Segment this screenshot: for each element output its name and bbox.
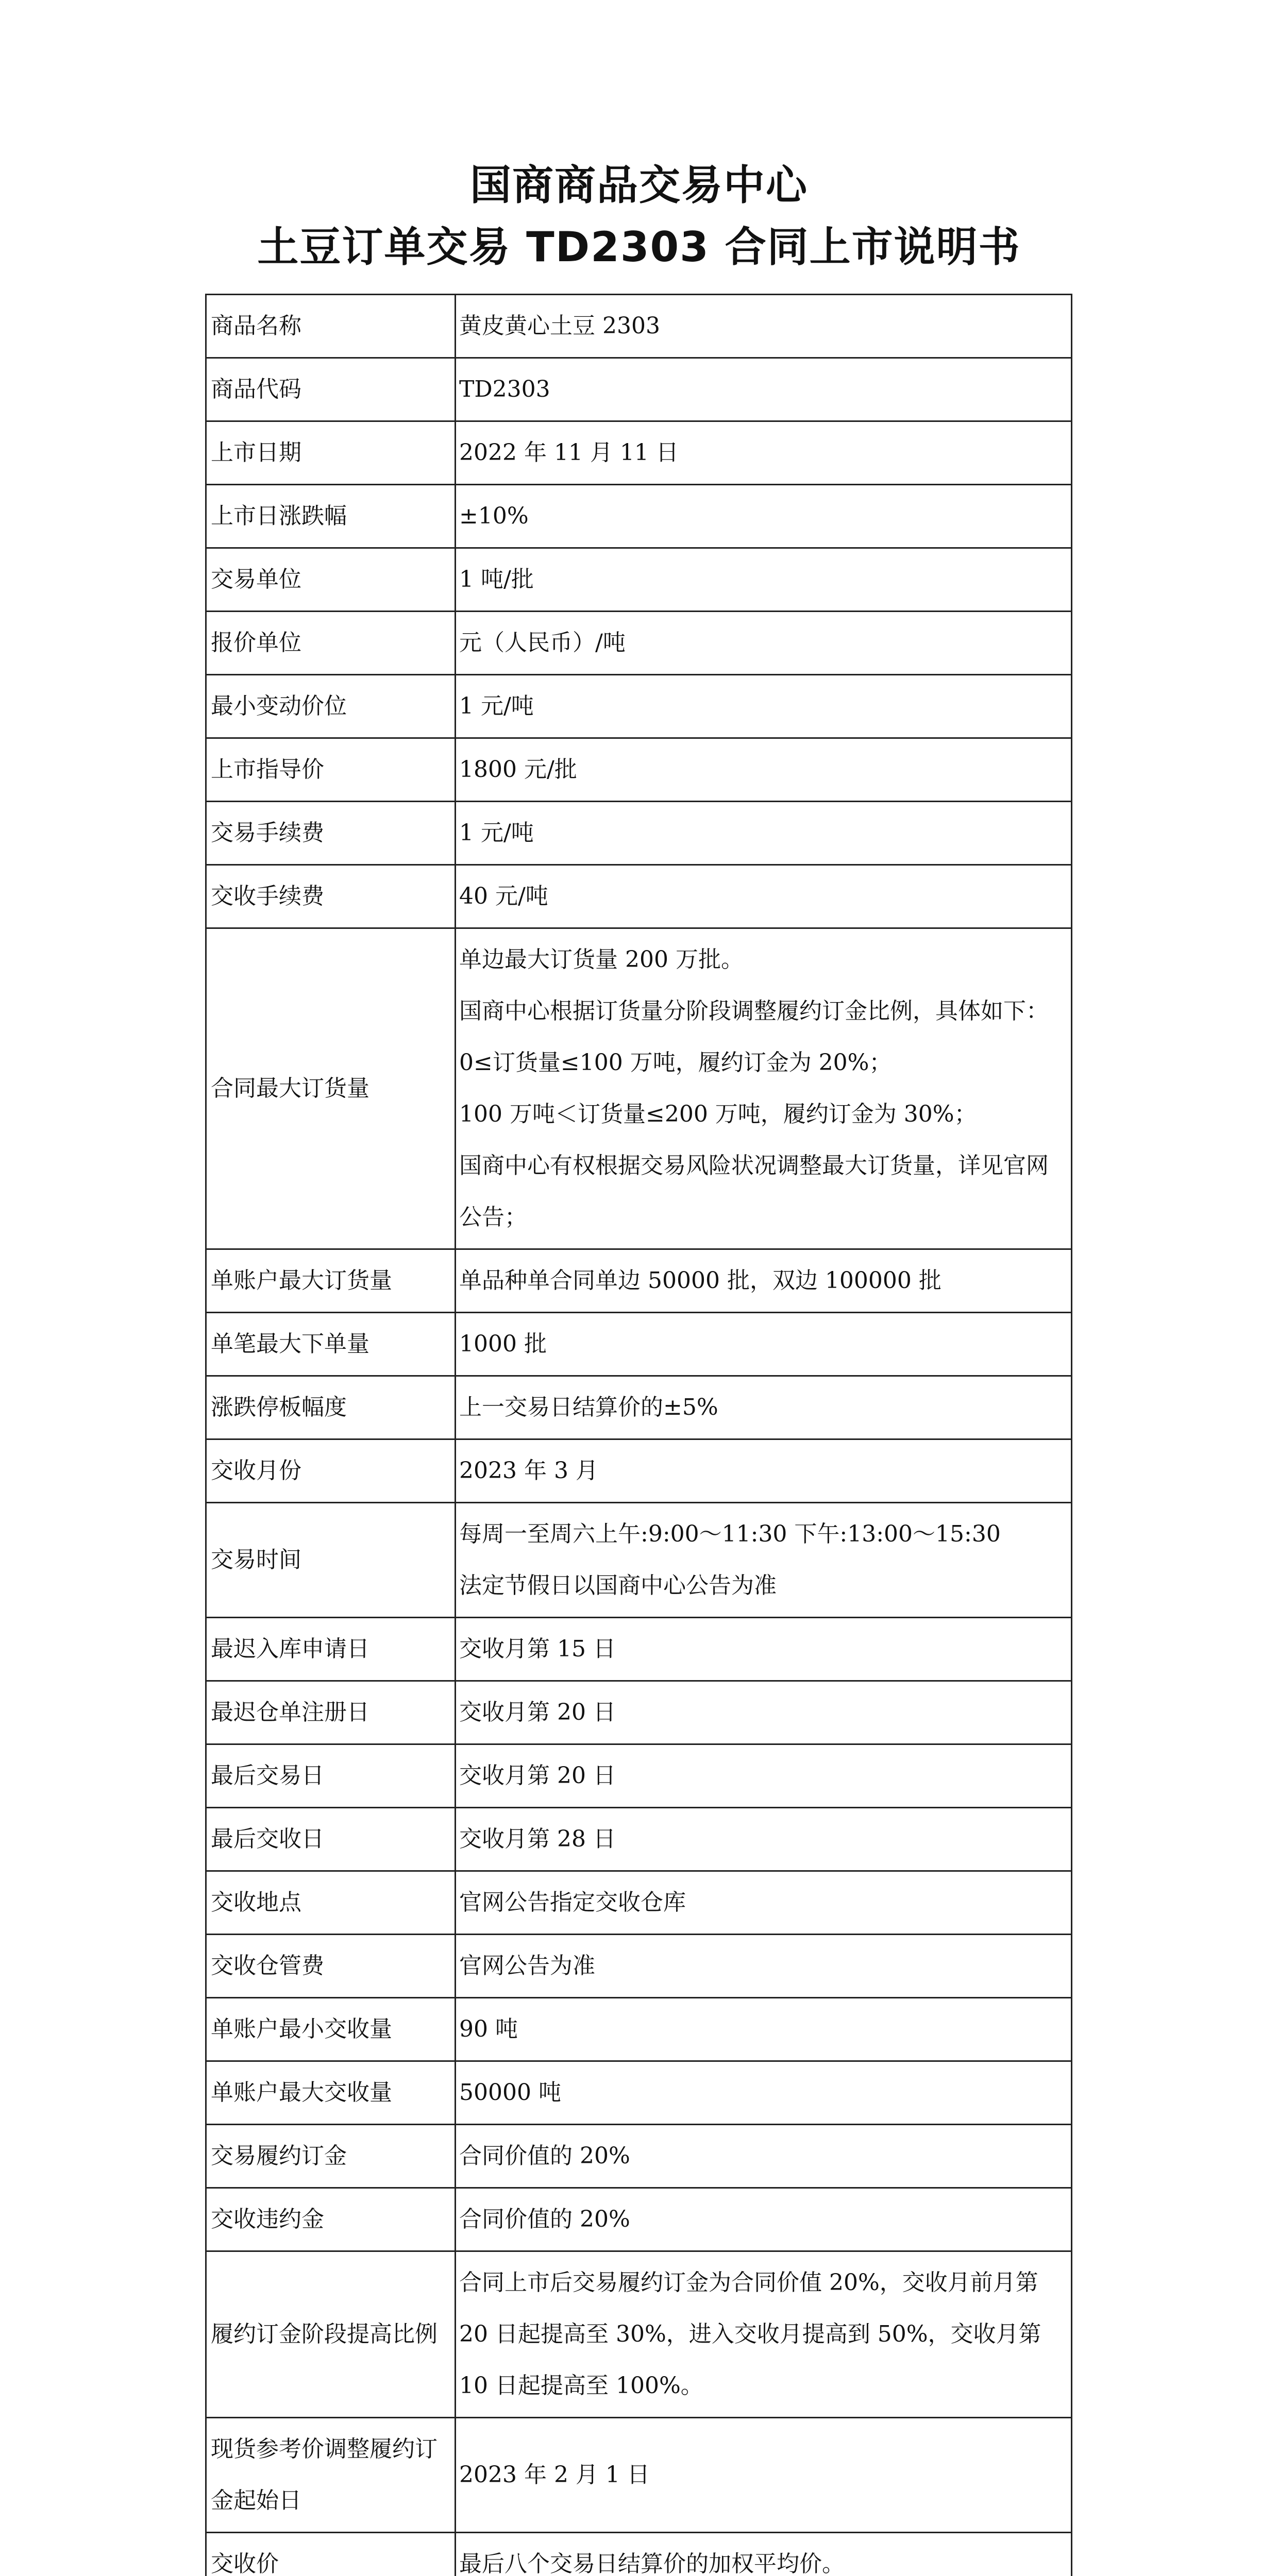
row-value-line: 1 元/吨 xyxy=(459,820,534,846)
table-row xyxy=(206,1618,1072,1681)
row-label: 商品名称 xyxy=(206,295,456,358)
row-value-line: 90 吨 xyxy=(459,2016,518,2042)
row-value xyxy=(456,2125,1072,2188)
row-label: 交易手续费 xyxy=(206,802,456,865)
row-value-line: 法定节假日以国商中心公告为准 xyxy=(459,1572,777,1599)
row-value xyxy=(456,2188,1072,2251)
table-row xyxy=(206,2533,1072,2576)
row-value xyxy=(456,928,1072,1249)
table-row xyxy=(206,1503,1072,1618)
row-label: 上市日涨跌幅 xyxy=(206,485,456,548)
row-value-line: 1800 元/批 xyxy=(459,756,577,783)
table-row xyxy=(206,738,1072,802)
table-row xyxy=(206,1808,1072,1871)
row-value-line: 1000 批 xyxy=(459,1331,547,1357)
table-row xyxy=(206,1439,1072,1503)
row-value-line: 40 元/吨 xyxy=(459,883,548,909)
row-value-line: 0≤订货量≤100 万吨，履约订金为 20%； xyxy=(459,1049,892,1076)
row-value xyxy=(456,1313,1072,1376)
row-label: 履约订金阶段提高比例 xyxy=(206,2251,456,2418)
row-label: 报价单位 xyxy=(206,612,456,675)
row-label: 最迟仓单注册日 xyxy=(206,1681,456,1744)
title-line-2: 土豆订单交易 TD2303 合同上市说明书 xyxy=(257,223,1021,271)
table-row xyxy=(206,928,1072,1249)
row-value xyxy=(456,358,1072,421)
row-value-line: 2023 年 2 月 1 日 xyxy=(459,2462,650,2488)
row-label: 交收地点 xyxy=(206,1871,456,1935)
row-value-line: 元（人民币）/吨 xyxy=(459,630,626,656)
table-row xyxy=(206,2125,1072,2188)
row-value-line: 合同价值的 20% xyxy=(459,2206,630,2232)
table-row xyxy=(206,802,1072,865)
row-value-line: 1 吨/批 xyxy=(459,566,534,592)
row-value-line: 交收月第 28 日 xyxy=(459,1826,616,1852)
row-label: 交收仓管费 xyxy=(206,1935,456,1998)
row-value xyxy=(456,1618,1072,1681)
row-value-line: TD2303 xyxy=(459,376,550,402)
row-value-line: 交收月第 15 日 xyxy=(459,1636,616,1662)
row-value xyxy=(456,1871,1072,1935)
table-row xyxy=(206,2188,1072,2251)
row-value xyxy=(456,2251,1072,2418)
table-row xyxy=(206,1744,1072,1808)
row-label: 上市日期 xyxy=(206,421,456,485)
row-value-line: ±10% xyxy=(459,503,529,529)
table-row xyxy=(206,358,1072,421)
row-label: 商品代码 xyxy=(206,358,456,421)
row-label: 交收月份 xyxy=(206,1439,456,1503)
row-value-line: 官网公告为准 xyxy=(459,1953,595,1979)
row-label: 交收手续费 xyxy=(206,865,456,928)
row-value xyxy=(456,1503,1072,1618)
row-label: 最小变动价位 xyxy=(206,675,456,738)
row-label: 单账户最小交收量 xyxy=(206,1998,456,2061)
document-title xyxy=(0,155,1278,278)
row-value-line: 1 元/吨 xyxy=(459,693,534,719)
table-row xyxy=(206,2418,1072,2533)
row-label: 合同最大订货量 xyxy=(206,928,456,1249)
row-value xyxy=(456,2061,1072,2125)
row-label: 单账户最大订货量 xyxy=(206,1249,456,1313)
row-value-line: 每周一至周六上午:9:00～11:30 下午:13:00～15:30 xyxy=(459,1521,1001,1547)
row-value xyxy=(456,1249,1072,1313)
table-row xyxy=(206,865,1072,928)
row-value-line: 官网公告指定交收仓库 xyxy=(459,1889,686,1916)
row-label: 最迟入库申请日 xyxy=(206,1618,456,1681)
table-row xyxy=(206,612,1072,675)
row-label: 交易履约订金 xyxy=(206,2125,456,2188)
table-row xyxy=(206,548,1072,612)
row-value-line: 合同上市后交易履约订金为合同价值 20%，交收月前月第 20 日起提高至 30%，进入交收月提高到 50%，交收月第 10 日起提高至 100%。 xyxy=(459,2269,1041,2399)
title-line-1: 国商商品交易中心 xyxy=(470,161,808,209)
row-value xyxy=(456,1808,1072,1871)
row-value-line: 上一交易日结算价的±5% xyxy=(459,1394,718,1420)
contract-spec-table xyxy=(205,294,1072,2576)
table-row xyxy=(206,1935,1072,1998)
row-value-line: 国商中心有权根据交易风险状况调整最大订货量，详见官网公告； xyxy=(459,1153,1049,1230)
row-label: 交易时间 xyxy=(206,1503,456,1618)
row-label: 交易单位 xyxy=(206,548,456,612)
row-value xyxy=(456,612,1072,675)
row-value xyxy=(456,802,1072,865)
row-value-line: 2022 年 11 月 11 日 xyxy=(459,439,679,466)
row-value-line: 单品种单合同单边 50000 批，双边 100000 批 xyxy=(459,1267,941,1294)
row-value-line: 交收月第 20 日 xyxy=(459,1762,616,1789)
row-value xyxy=(456,548,1072,612)
row-label: 最后交易日 xyxy=(206,1744,456,1808)
row-label: 交收违约金 xyxy=(206,2188,456,2251)
row-label: 涨跌停板幅度 xyxy=(206,1376,456,1439)
table-row xyxy=(206,1681,1072,1744)
row-label: 单账户最大交收量 xyxy=(206,2061,456,2125)
row-label: 最后交收日 xyxy=(206,1808,456,1871)
table-row xyxy=(206,295,1072,358)
row-value xyxy=(456,1744,1072,1808)
row-value xyxy=(456,738,1072,802)
table-row xyxy=(206,1998,1072,2061)
row-value-line: 最后八个交易日结算价的加权平均价。 xyxy=(459,2551,845,2576)
row-value-line: 黄皮黄心土豆 2303 xyxy=(459,313,660,339)
table-row xyxy=(206,1249,1072,1313)
row-label: 现货参考价调整履约订金起始日 xyxy=(206,2418,456,2533)
row-value-line: 100 万吨＜订货量≤200 万吨，履约订金为 30%； xyxy=(459,1101,977,1127)
row-value xyxy=(456,1681,1072,1744)
row-value xyxy=(456,1935,1072,1998)
row-value xyxy=(456,675,1072,738)
row-value-line: 2023 年 3 月 xyxy=(459,1458,598,1484)
row-value xyxy=(456,1439,1072,1503)
row-label: 上市指导价 xyxy=(206,738,456,802)
table-row xyxy=(206,1376,1072,1439)
row-value xyxy=(456,2533,1072,2576)
row-value-line: 交收月第 20 日 xyxy=(459,1699,616,1725)
table-row xyxy=(206,421,1072,485)
row-value xyxy=(456,421,1072,485)
table-row xyxy=(206,1313,1072,1376)
table-row xyxy=(206,675,1072,738)
row-value xyxy=(456,1998,1072,2061)
row-value xyxy=(456,1376,1072,1439)
row-value xyxy=(456,2418,1072,2533)
row-value-line: 国商中心根据订货量分阶段调整履约订金比例，具体如下： xyxy=(459,998,1049,1024)
row-value-line: 单边最大订货量 200 万批。 xyxy=(459,946,744,973)
table-row xyxy=(206,2061,1072,2125)
table-row xyxy=(206,1871,1072,1935)
row-value xyxy=(456,485,1072,548)
row-value xyxy=(456,295,1072,358)
row-value xyxy=(456,865,1072,928)
row-label: 单笔最大下单量 xyxy=(206,1313,456,1376)
row-label: 交收价 xyxy=(206,2533,456,2576)
table-row xyxy=(206,2251,1072,2418)
row-value-line: 50000 吨 xyxy=(459,2079,561,2106)
row-value-line: 合同价值的 20% xyxy=(459,2143,630,2169)
table-row xyxy=(206,485,1072,548)
